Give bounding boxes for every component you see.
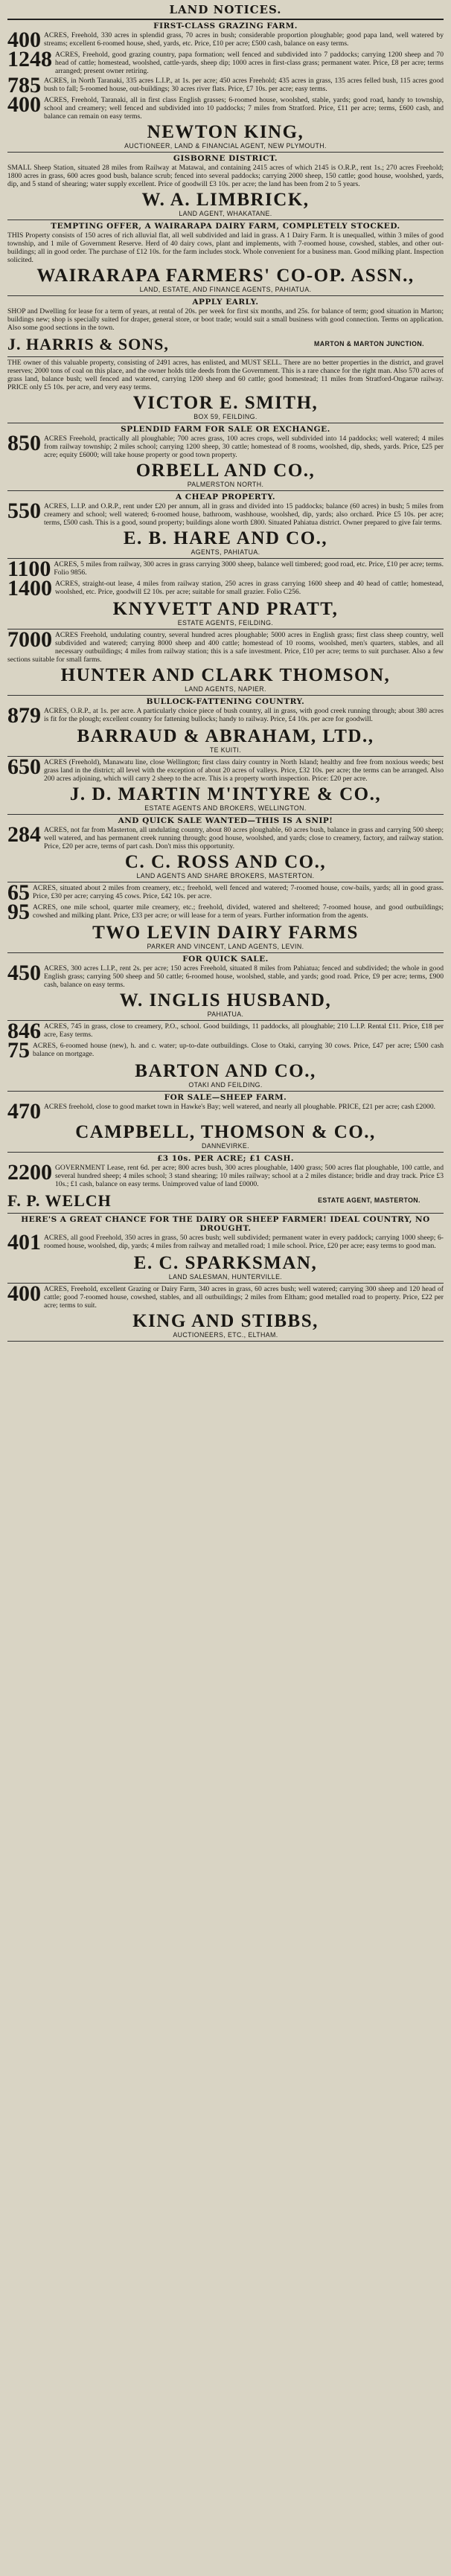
divider — [7, 952, 444, 953]
advertisement — [7, 557, 444, 629]
agent-name: VICTOR E. SMITH, — [132, 393, 319, 413]
newspaper-column — [7, 0, 444, 2561]
ad-entry — [7, 28, 444, 52]
agent-address: LAND SALESMAN, HUNTERVILLE. — [168, 1273, 283, 1281]
agent-name: C. C. ROSS AND CO., — [124, 852, 327, 872]
ad-body-text: ACRES, all good Freehold, 350 acres in grass, 50 acres bush; well subdivided; permanent water in every paddock; carrying 1000 sheep; 6-roomed house, woolshed, dip, yards; 4 miles from railway and metalled road; 1 mile school. Price, £20 per acre; easy terms to good man. — [44, 1234, 444, 1250]
ad-body-text: ACRES, Freehold, excellent Grazing or Dairy Farm, 340 acres in grass, 60 acres bush; well watered; carrying 300 sheep and 120 head of cattle; good 7-roomed house, cowshed, stables, and all outbuildings; 2 miles from Eltham; good metalled road to property. Price, £22 per acre; terms to suit. — [44, 1285, 444, 1310]
agent-name: J. HARRIS & SONS, — [7, 335, 169, 353]
agent-name: W. A. LIMBRICK, — [141, 190, 310, 210]
ad-body-text: GOVERNMENT Lease, rent 6d. per acre; 800 acres bush, 300 acres ploughable, 1400 grass; 500 acres flat ploughable, 100 cattle, and several hundred sheep; 4 miles school; 3 stand shearing; 10 miles railway; school at a 2 miles distance; bridle and dray track. Price £3 10s.; £1 cash, balance on easy terms. Unimproved value of land £0000. — [55, 1164, 444, 1188]
ad-heading: APPLY EARLY. — [192, 298, 259, 307]
acreage-figure: 850 — [7, 431, 41, 455]
agent-name: BARRAUD & ABRAHAM, LTD., — [77, 726, 374, 746]
acreage-figure: 785 — [7, 73, 41, 97]
ad-body-text: ACRES Freehold, practically all ploughable; 700 acres grass, 100 acres crops, well subdivided into 14 paddocks; well watered; 4 miles from railway township; 2 miles school; carrying 1200 sheep, 30 cattle; homestead of 8 rooms, woolshed, dip, sheds, yards. Price, £25 per acre; equity £6000; will take house property or good town property. — [44, 435, 444, 459]
agent-address: TE KUITI. — [209, 746, 242, 754]
agent-address: AGENTS, PAHIATUA. — [191, 548, 260, 556]
ad-entry — [7, 499, 444, 527]
agent-address: PAHIATUA. — [207, 1010, 244, 1018]
advertisement — [7, 955, 444, 1021]
agent-name: KING AND STIBBS, — [132, 1311, 319, 1331]
ad-body-text: ACRES (Freehold), Manawatu line, close Wellington; first class dairy country in North Island; healthy and free from noxious weeds; best grass land in the district; all level with the exception of about 20 acres of valleys. Price, £32 10s. per acre; the terms can be arranged. Also 200 acres adjoining, which will carry 2 sheep to the acre. This is a property worth inspection. Price: £20 per acre. — [44, 758, 444, 783]
acreage-figure: 470 — [7, 1099, 41, 1124]
ad-heading: SPLENDID FARM FOR SALE OR EXCHANGE. — [121, 425, 330, 434]
ad-body-text: ACRES, 6-roomed house (new), h. and c. water; up-to-date outbuildings. Close to Otaki, carrying 30 cows. Price, £47 per acre; £500 cash balance on mortgage. — [33, 1042, 444, 1058]
acreage-figure: 650 — [7, 754, 41, 779]
acreage-figure: 401 — [7, 1230, 41, 1255]
ad-entry — [7, 164, 444, 188]
divider — [7, 295, 444, 296]
agent-name: J. D. MARTIN M'INTYRE & CO., — [69, 784, 382, 804]
acreage-figure: 1100 — [7, 557, 51, 581]
acreage-figure: 846 — [7, 1019, 41, 1043]
acreage-figure: 1248 — [7, 47, 52, 71]
acreage-figure: 7000 — [7, 627, 52, 652]
agent-address: LAND AGENTS, NAPIER. — [185, 685, 266, 693]
ad-body-text: SHOP and Dwelling for lease for a term of years, at rental of 20s. per week for first six months, and 25s. for balance of term; good situation in Marton; buildings new; shop is specially suited for draper, general store, or boot trade; would suit a small business with good connection. Terms on application. Also some good sections in the town. — [7, 307, 444, 332]
advertisement — [7, 298, 444, 357]
ad-heading: GISBORNE DISTRICT. — [173, 154, 278, 163]
advertisement — [7, 697, 444, 757]
ad-body-text: ACRES, one mile school, quarter mile creamery, etc.; freehold, divided, watered and sheltered; 7-roomed house, and good outbuildings; cowshed and milking plant. Price, £33 per acre; or will lease for a term of years. Further information from the agents. — [33, 903, 444, 920]
ad-heading: FOR QUICK SALE. — [182, 955, 269, 964]
divider — [7, 1341, 444, 1342]
ad-entry — [7, 961, 444, 989]
advertisement — [7, 1093, 444, 1153]
ad-body-text: ACRES, Freehold, Taranaki, all in first class English grasses; 6-roomed house, woolshed, stable, yards; good road, handy to township, school and creamery; well fenced and subdivided into 10 paddocks; 7 miles from Stratford. Price, £11 per acre; terms, £600 cash, and balance can remain on easy terms. — [44, 96, 444, 121]
ad-body-text: ACRES, Freehold, good grazing country, papa formation; well fenced and subdivided into 7 paddocks; carrying 1200 sheep and 70 head of cattle; homestead, woolshed, cattle-yards, sheep dip; 1000 acres in first-class grass; permanent water. Price, £8 per acre; terms arranged; present owner retiring. — [55, 51, 444, 75]
ad-entry — [7, 557, 444, 581]
advertisement — [7, 880, 444, 953]
acreage-figure: 400 — [7, 28, 41, 52]
agent-name: E. B. HARE AND CO., — [123, 528, 328, 548]
ad-entry — [7, 1099, 444, 1124]
advertisement — [7, 1215, 444, 1284]
ad-heading: BULLOCK-FATTENING COUNTRY. — [146, 697, 305, 706]
ad-body-text: ACRES freehold, close to good market town in Hawke's Bay; well watered, and nearly all ploughable. PRICE, £21 per acre; cash £2000. — [44, 1103, 436, 1111]
divider — [7, 490, 444, 491]
divider — [7, 152, 444, 153]
agent-address: BOX 59, FEILDING. — [193, 413, 258, 420]
agent-line — [7, 333, 444, 354]
acreage-figure: 75 — [7, 1038, 30, 1063]
acreage-figure: 2200 — [7, 1160, 52, 1185]
ad-entry — [7, 92, 444, 121]
ad-heading: £3 10s. PER ACRE; £1 CASH. — [156, 1154, 295, 1163]
agent-name: KNYVETT AND PRATT, — [112, 599, 339, 619]
ad-entry — [7, 1038, 444, 1063]
divider — [7, 1213, 444, 1214]
acreage-figure: 450 — [7, 961, 41, 985]
advertisement — [7, 425, 444, 491]
advertisement — [7, 1154, 444, 1214]
ad-entry — [7, 307, 444, 332]
agent-address: AUCTIONEER, LAND & FINANCIAL AGENT, NEW PLYMOUTH. — [124, 142, 327, 150]
ad-body-text: ACRES, 745 in grass, close to creamery, P.O., school. Good buildings, 11 paddocks, all ploughable; 210 L.I.P. Rental £11. Price, £18 per acre, Easy terms. — [44, 1022, 444, 1039]
agent-address: LAND, ESTATE, AND FINANCE AGENTS, PAHIATUA. — [139, 286, 312, 293]
agent-line — [7, 1190, 444, 1211]
acreage-figure: 550 — [7, 499, 41, 523]
acreage-figure: 1400 — [7, 576, 52, 600]
advertisement — [7, 1019, 444, 1092]
divider — [7, 356, 444, 357]
advertisement-list — [7, 22, 444, 1342]
ad-body-text: ACRES, not far from Masterton, all undulating country, about 80 acres ploughable, 60 acres bush, balance in grass and carrying 500 sheep; well watered, and has permanent creek running through; good house, woolshed, and yards; close to creamery, factory, and railway station. Price, £20 per acre, terms of part cash. Don't miss this opportunity. — [44, 826, 444, 850]
agent-address: ESTATE AGENTS AND BROKERS, WELLINGTON. — [144, 804, 307, 812]
ad-entry — [7, 627, 444, 664]
ad-body-text: ACRES, 300 acres L.I.P., rent 2s. per acre; 150 acres Freehold, situated 8 miles from Pahiatua; fenced and subdivided; the whole in good English grass; carrying 500 sheep and 50 cattle; 6-roomed house, woolshed, stable, and yards; good road. Price, £9 per acre; terms, £900 cash, balance on easy terms. — [44, 964, 444, 989]
advertisement — [7, 1281, 444, 1342]
agent-address: LAND AGENT, WHAKATANE. — [179, 210, 272, 217]
advertisement — [7, 359, 444, 423]
agent-address: DANNEVIRKE. — [201, 1142, 250, 1150]
acreage-figure: 284 — [7, 822, 41, 847]
ad-body-text: ACRES, Freehold, 330 acres in splendid grass, 70 acres in bush; considerable proportion ploughable; good papa land, well watered by streams; excellent 6-roomed house, shed, yards, etc. Price, £10 per acre; £500 cash, balance on easy terms. — [44, 31, 444, 48]
ad-entry — [7, 359, 444, 391]
ad-heading: FIRST-CLASS GRAZING FARM. — [153, 22, 298, 31]
divider — [7, 814, 444, 815]
acreage-figure: 400 — [7, 92, 41, 117]
ad-body-text: ACRES, straight-out lease, 4 miles from railway station, 250 acres in grass carrying 1600 sheep and 40 head of cattle; homestead, woolshed, etc. Price, goodwill £2 10s. per acre; suitable for small grazier. Folio C256. — [55, 580, 444, 596]
ad-entry — [7, 576, 444, 600]
ad-entry — [7, 900, 444, 924]
agent-name: ORBELL AND CO., — [135, 461, 316, 481]
agent-name: E. C. SPARKSMAN, — [133, 1253, 318, 1273]
divider — [7, 695, 444, 696]
agent-address: PALMERSTON NORTH. — [187, 481, 264, 488]
agent-address: PARKER AND VINCENT, LAND AGENTS, LEVIN. — [147, 943, 304, 950]
divider — [7, 1091, 444, 1092]
divider — [7, 1152, 444, 1153]
ad-body-text: THE owner of this valuable property, consisting of 2491 acres, has enlisted, and MUST SELL. There are no better properties in the district, and gravel reserves; 2000 tons of coal on this place, and the owner holds title deeds from the Government. This is a rare chance for the right man. Also 570 acres of grass land, balance bush; well fenced and watered, carrying 1200 sheep and 60 cattle; good homestead; 11 miles from Stratford-Ongarue railway. PRICE only £5 10s. per acre, and very easy terms. — [7, 359, 444, 391]
advertisement — [7, 154, 444, 220]
ad-body-text: THIS Property consists of 150 acres of rich alluvial flat, all well subdivided and laid in grass. A 1 Dairy Farm. It is unequalled, within 3 miles of good township, and 1 mile of Government Reserve. Herd of 40 dairy cows, plant and implements, with 7-roomed house, cowshed, stables, and other out-buildings; all in good order. The purchase of £12 10s. for the farm includes stock. Whole convenient for a business man. Good milking plant. Inspection solicited. — [7, 231, 444, 264]
ad-entry — [7, 431, 444, 459]
ad-body-text: ACRES Freehold, undulating country, several hundred acres ploughable; 5000 acres in English grass; first class sheep country, well subdivided and watered; carrying 8000 sheep and 400 cattle; homestead of 10 rooms, woolshed, men's quarters, stables, and all necessary outbuildings; 4 miles from railway station; this is a safe investment. Price, £10 per acre; terms to suit purchaser. Also a few sections suitable for small farms. — [7, 631, 444, 664]
ad-body-text: ACRES, situated about 2 miles from creamery, etc.; freehold, well fenced and watered; 7-roomed house, cow-bails, yards; all in good grass. Price, £30 per acre; carrying 45 cows. Price, £42 10s. per acre. — [33, 884, 444, 900]
ad-entry — [7, 1281, 444, 1310]
ad-body-text: ACRES, O.R.P., at 1s. per acre. A particularly choice piece of bush country, all in grass, with good creek running through; about 380 acres is fit for the plough; excellent country for fattening bullocks; handy to railway. Price, £4 10s. per acre for goodwill. — [44, 707, 444, 723]
ad-heading: TEMPTING OFFER, A WAIRARAPA DAIRY FARM, COMPLETELY STOCKED. — [51, 222, 400, 231]
ad-heading: AND QUICK SALE WANTED—THIS IS A SNIP! — [118, 816, 333, 825]
advertisement — [7, 627, 444, 696]
agent-address: AUCTIONEERS, ETC., ELTHAM. — [173, 1331, 278, 1339]
advertisement — [7, 816, 444, 882]
ad-entry — [7, 73, 444, 97]
agent-address: ESTATE AGENT, MASTERTON. — [318, 1196, 420, 1204]
ad-body-text: ACRES, L.I.P. and O.R.P., rent under £20 per annum, all in grass and divided into 15 paddocks; balance (60 acres) in bush; 5 miles from creamery and school; well watered; 6-roomed house, bathroom, washhouse, woolshed, dip, yards; also orchard. Price £5 10s. per acre; terms, £500 cash. This is a good, sound property; buildings alone worth £800. Situated Pahiatua district. Owner prepared to give fair terms. — [44, 502, 444, 527]
ad-entry — [7, 1230, 444, 1255]
agent-name: F. P. WELCH — [7, 1191, 112, 1210]
advertisement — [7, 754, 444, 815]
ad-entry — [7, 1019, 444, 1043]
ad-entry — [7, 754, 444, 783]
ad-body-text: ACRES, in North Taranaki, 335 acres L.I.P., at 1s. per acre; 450 acres Freehold; 435 acres in grass, 135 acres felled bush, 115 acres good bush to fall; 5-roomed house, out-buildings; 30 acres river flats. Price, £7 10s. per acre; easy terms. — [44, 77, 444, 93]
acreage-figure: 400 — [7, 1281, 41, 1306]
agent-address: LAND AGENTS AND SHARE BROKERS, MASTERTON. — [136, 872, 315, 880]
agent-name: CAMPBELL, THOMSON & CO., — [75, 1122, 376, 1142]
advertisement — [7, 222, 444, 296]
advertisement — [7, 22, 444, 153]
ad-body-text: ACRES, 5 miles from railway, 300 acres in grass carrying 3000 sheep, balance well timbered; good road, etc. Price, £10 per acre; terms. Folio 9856. — [54, 560, 444, 577]
ad-heading: HERE'S A GREAT CHANCE FOR THE DAIRY OR SHEEP FARMER! IDEAL COUNTRY, NO DROUGHT. — [21, 1215, 430, 1233]
ad-body-text: SMALL Sheep Station, situated 28 miles from Railway at Matawai, and containing 2415 acres of which 2145 is O.R.P., rent 1s.; 270 acres Freehold; 1800 acres in grass, 600 acres good bush, balance scrub; fenced into several paddocks; carrying 2000 sheep, 150 cattle; good house, woolshed, yards, dip, and 5 stand of shearing; water supply excellent. Price of goodwill £3 10s. per acre; the land has been from 2 to 5 years. — [7, 164, 444, 188]
agent-name: HUNTER AND CLARK THOMSON, — [60, 665, 391, 685]
divider — [7, 756, 444, 757]
agent-address: MARTON & MARTON JUNCTION. — [314, 340, 424, 347]
agent-name: BARTON AND CO., — [135, 1061, 316, 1081]
divider — [7, 1020, 444, 1021]
acreage-figure: 879 — [7, 703, 41, 728]
ad-entry — [7, 822, 444, 850]
agent-address: OTAKI AND FEILDING. — [188, 1081, 263, 1089]
ad-entry — [7, 231, 444, 264]
ad-entry — [7, 47, 444, 75]
acreage-figure: 65 — [7, 880, 30, 905]
advertisement — [7, 493, 444, 559]
divider — [7, 558, 444, 559]
divider — [7, 1283, 444, 1284]
agent-name: NEWTON KING, — [147, 122, 304, 142]
agent-name: W. INGLIS HUSBAND, — [119, 990, 332, 1010]
ad-entry — [7, 880, 444, 905]
ad-entry — [7, 1160, 444, 1188]
ad-entry — [7, 703, 444, 728]
acreage-figure: 95 — [7, 900, 30, 924]
column-header: LAND NOTICES. — [7, 1, 444, 20]
agent-name: WAIRARAPA FARMERS' CO-OP. ASSN., — [36, 266, 415, 286]
ad-heading: FOR SALE—SHEEP FARM. — [164, 1093, 287, 1102]
agent-address: ESTATE AGENTS, FEILDING. — [177, 619, 274, 627]
ad-heading: A CHEAP PROPERTY. — [175, 493, 276, 502]
agent-name: TWO LEVIN DAIRY FARMS — [92, 923, 359, 943]
